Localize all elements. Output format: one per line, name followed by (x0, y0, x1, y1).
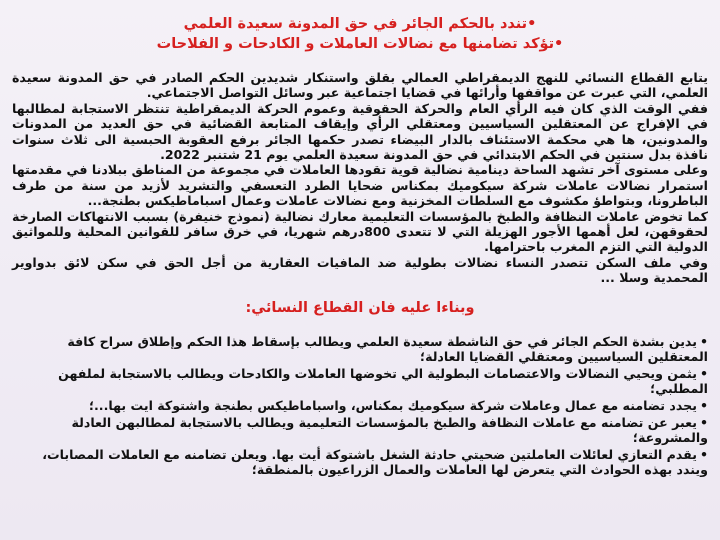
demands-heading: وبناءا عليه فان القطاع النسائي: (245, 299, 475, 316)
bullet-icon: • (699, 414, 708, 430)
paragraph-intro: يتابع القطاع النسائي للنهج الديمقراطي العمالي بقلق واستنكار شديدين الحكم الصادر في حق المدونة سعيدة العلمي، التي عبرت عن مواقفها وأرائها في قضايا اجتماعية عبر وسائل التواصل الاجتماعي. (12, 70, 708, 101)
demand-text: يجدد تضامنه مع عمال وعاملات شركة سيكوميك بمكناس، واسباماطيكس بطنجة واشتوكة ايت بها...؛ (88, 398, 697, 414)
demand-item (12, 415, 708, 446)
paragraph-housing: وفي ملف السكن تتصدر النساء نضالات بطولية ضد المافيات العقارية من أجل الحق في سكن لائق بدواوير المحمدية وسلا ... (12, 254, 708, 286)
demand-item (12, 334, 708, 365)
headline-solidarity: •تؤكد تضامنها مع نضالات العاملات و الكادحات و الفلاحات (156, 36, 564, 52)
demand-text: يثمن ويحيي النضالات والاعتصامات البطولية الي تخوضها العاملات والكادحات ويطالب بالاستجابة لملفهن المطلبي؛ (58, 365, 708, 397)
bullet-icon: • (699, 365, 708, 381)
statement-body (12, 70, 708, 286)
bullet-icon: • (699, 333, 708, 349)
paragraph-court-ruling: ففي الوقت الذي كان فيه الرأي العام والحركة الحقوقية وعموم الحركة الديمقراطية تنتظر الاستجابة لمطالبها في الإفراج عن المعتقلين السياسيين ومعتقلي الرأي وإيقاف المتابعة القضائية في حق العديد من المدونات والمدونين، ها هي محكمة الاستئناف بالدار البيضاء تصدر حكمها الجائر برفع العقوبة الحبسية الى ثلاث سنوات نافذة بدل سنتين في الحكم الابتدائي في حق المدونة سعيدة العلمي يوم 21 شتنبر 2022. (12, 100, 708, 163)
paragraph-cleaning-workers: كما تخوض عاملات النظافة والطبخ بالمؤسسات التعليمية معارك نضالية (نموذج خنيفرة) بسبب الانتهاكات الصارخة لحقوقهن، لعل أهمها الأجور الهزيلة التي لا تتعدى 800درهم شهريا، في خرق سافر للقوانين المحلية وللمواثيق الدولية التي التزم المغرب باحترامها. (12, 208, 708, 255)
demand-item (12, 366, 708, 397)
demand-item (12, 447, 708, 478)
bullet-icon: • (699, 446, 708, 462)
demand-text: يعبر عن تضامنه مع عاملات النظافة والطبخ بالمؤسسات التعليمية ويطالب بالاستجابة لمطالبهن العادلة والمشروعة؛ (71, 414, 708, 446)
demand-text: يقدم التعازي لعائلات العاملتين ضحيتي حادثة الشغل باشتوكة أيت بها. ويعلن تضامنه مع العاملات المصابات، ويندد بهذه الحوادث التي يتعرض لها العاملات والعمال الزراعيون بالمنطقة؛ (42, 446, 708, 478)
demand-text: يدين بشدة الحكم الجائر في حق الناشطة سعيدة العلمي ويطالب بإسقاط هذا الحكم وإطلاق سراح كافة المعتقلين السياسيين ومعتقلي القضايا العادلة؛ (67, 333, 708, 365)
paragraph-workers-struggles: وعلى مستوى آخر تشهد الساحة دينامية نضالية قوية تقودها العاملات في مجموعة من المناطق ببلادنا في مقدمتها استمرار نضالات عاملات شركة سيكوميك بمكناس ضحايا الطرد التعسفي والتشريد لأزيد من سنة من طرف الباطرونا، وبتواطؤ مكشوف مع السلطات المخزنية ومع نضالات عاملات وعمال اسباماطيكس بطنجة... (12, 162, 708, 209)
headline-condemn: •تندد بالحكم الجائر في حق المدونة سعيدة العلمي (183, 16, 537, 32)
bullet-icon: • (699, 398, 708, 414)
demand-item (12, 398, 708, 414)
demands-list (12, 334, 708, 478)
headline-block (12, 14, 708, 54)
